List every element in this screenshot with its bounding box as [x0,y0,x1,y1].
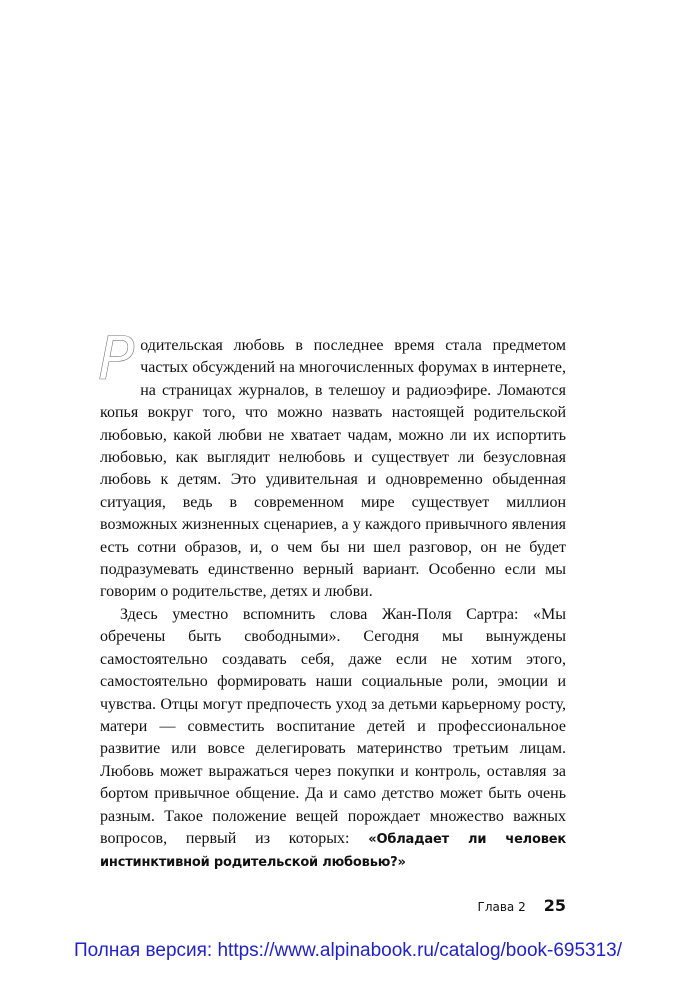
main-text-block [98,324,567,875]
full-version-link[interactable]: Полная версия: https://www.alpinabook.ru/catalog/book-695313/ [73,940,623,961]
page-number: 25 [543,896,566,915]
paragraph-2-text: Здесь уместно вспомнить слова Жан-Поля Сартра: «Мы обречены быть свободными». Сегодня мы вынуждены самостоятельно создавать себя, даже если не хотим этого, самостоятельно формировать наши социальные роли, эмоции и чувства. Отцы могут предпочесть уход за детьми карьерному росту, матери — совместить воспитание детей и профессиональное развитие или вовсе делегировать материнство третьим лицам. Любовь может выражаться через покупки и контроль, оставляя за бортом привычное общение. Да и само детство может быть очень разным. Такое положение вещей порождает множество важных вопросов, первый из которых: [100,605,566,847]
key-question: «Обладает ли человек инстинктивной родительской любовью?» [100,831,567,871]
paragraph-2 [100,604,566,875]
page-footer [478,896,566,915]
paragraph-1 [98,324,566,604]
paragraph-1-text: одительская любовь в последнее время стала предметом частых обсуждений на многочисленных форумах в интернете, на страницах журналов, в телешоу и радиоэфире. Ломаются копья вокруг того, что можно назвать настоящей родительской любовью, какой любви не хватает чадам, можно ли их испортить любовью, как выглядит нелюбовь и существует ли безусловная любовь к детям. Это удивительная и одновременно обыденная ситуация, ведь в современном мире существует миллион возможных жизненных сценариев, а у каждого привычного явления есть сотни образов, и, о чем бы ни шел разговор, он не будет подразумевать единственно верный вариант. Особенно если мы говорим о родительстве, детях и любви. [100,337,566,601]
drop-cap-letter: Р [98,324,135,394]
chapter-label: Глава 2 [477,900,526,914]
